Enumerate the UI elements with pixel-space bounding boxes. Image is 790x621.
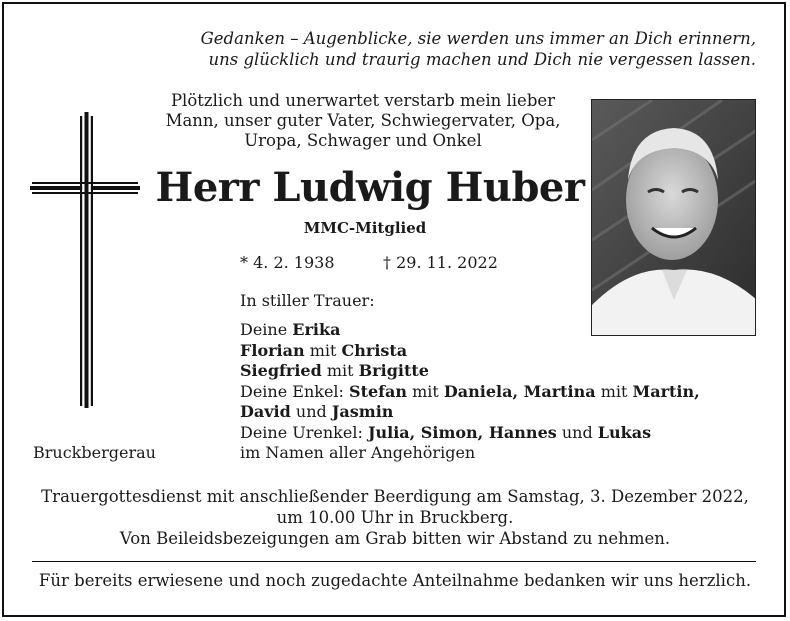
name: Erika: [292, 320, 341, 339]
place-name: Bruckbergerau: [33, 443, 156, 462]
text: mit: [304, 340, 342, 360]
name: Brigitte: [358, 361, 429, 380]
name: Julia, Simon, Hannes: [367, 422, 557, 442]
service-line: Trauergottesdienst mit anschließender Beerdigung am Samstag, 3. Dezember 2022,: [41, 487, 749, 506]
death-announcement: [158, 91, 568, 151]
name: Florian: [240, 340, 305, 360]
death-date: † 29. 11. 2022: [383, 253, 498, 272]
name: Martin,: [632, 381, 700, 401]
portrait-photo: [591, 99, 756, 336]
text: mit: [595, 381, 633, 401]
mourners-list: [240, 320, 720, 443]
name: Siegfried: [240, 361, 322, 380]
membership-label: MMC-Mitglied: [303, 219, 427, 237]
text: Deine Enkel:: [240, 381, 350, 401]
mourner-row: [240, 361, 720, 382]
text: und: [290, 402, 332, 421]
deceased-name: Herr Ludwig Huber: [155, 164, 585, 211]
mourners-heading: In stiller Trauer:: [240, 291, 375, 310]
name: Stefan: [349, 381, 408, 401]
mourner-row: [240, 341, 720, 362]
name: Daniela, Martina: [443, 381, 596, 401]
mourner-row: [240, 402, 720, 423]
intro-line: Plötzlich und unerwartet verstarb mein lieber: [170, 91, 556, 110]
name: Lukas: [597, 422, 652, 442]
text: mit: [321, 361, 359, 380]
divider: [32, 561, 756, 562]
service-line: Von Beileidsbezeigungen am Grab bitten wir Abstand zu nehmen.: [119, 529, 671, 548]
text: und: [556, 422, 598, 442]
cross-icon: [30, 112, 140, 408]
name: Christa: [341, 340, 408, 360]
intro-line: Mann, unser guter Vater, Schwiegervater, Opa,: [165, 111, 561, 130]
relatives-note: im Namen aller Angehörigen: [240, 443, 476, 462]
text: mit: [407, 381, 444, 401]
quote-line: uns glücklich und traurig machen und Dich nie vergessen lassen.: [208, 50, 756, 69]
intro-line: Uropa, Schwager und Onkel: [244, 131, 482, 150]
service-line: um 10.00 Uhr in Bruckberg.: [276, 508, 514, 527]
mourner-row: [240, 382, 720, 403]
thanks-line: Für bereits erwiesene und noch zugedachte Anteilnahme bedanken wir uns herzlich.: [38, 571, 752, 590]
quote-line: Gedanken – Augenblicke, sie werden uns immer an Dich erinnern,: [200, 29, 756, 48]
text: Deine Urenkel:: [240, 422, 368, 442]
mourner-row: [240, 423, 720, 444]
mourner-row: [240, 320, 720, 341]
memorial-quote: [156, 28, 756, 70]
name: Jasmin: [331, 402, 394, 421]
funeral-service-info: [20, 486, 770, 549]
text: Deine: [240, 320, 293, 339]
name: David: [240, 402, 291, 421]
birth-date: * 4. 2. 1938: [240, 253, 335, 272]
